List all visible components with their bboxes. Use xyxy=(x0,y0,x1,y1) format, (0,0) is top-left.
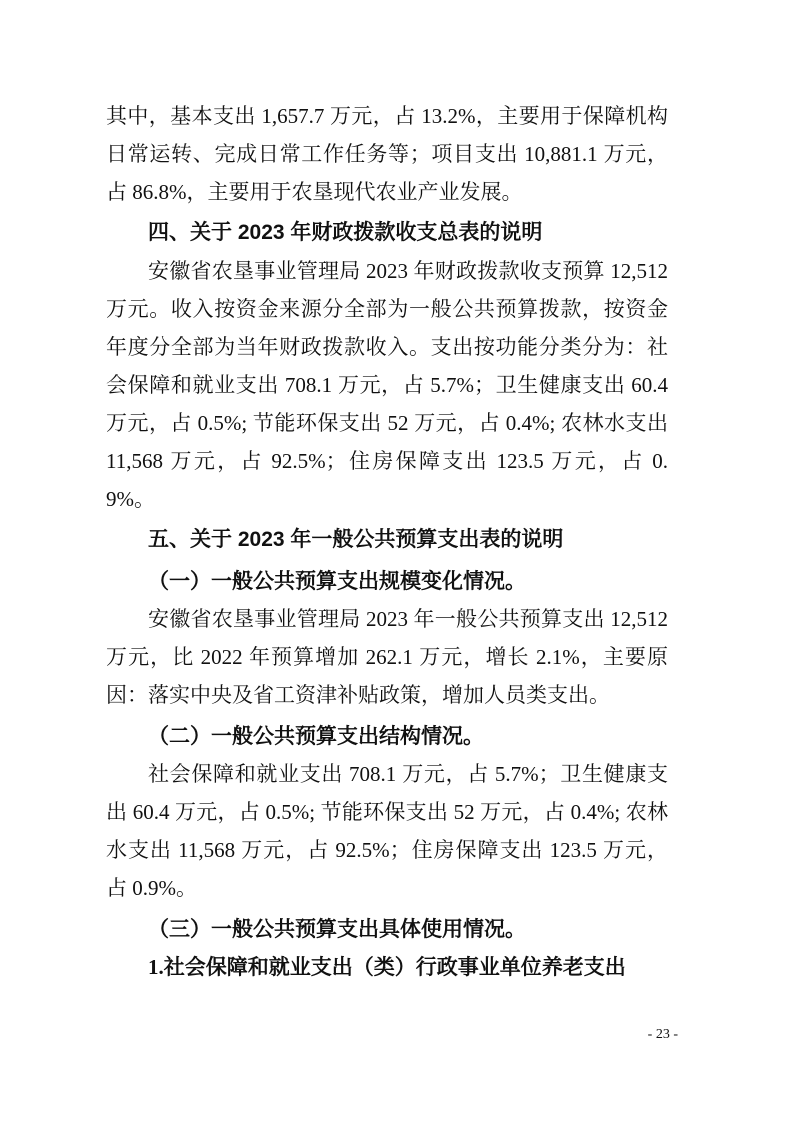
item-heading-1-social-security: 1.社会保障和就业支出（类）行政事业单位养老支出 xyxy=(148,955,626,979)
subheading-5-1: （一）一般公共预算支出规模变化情况。 xyxy=(148,569,526,593)
paragraph-budget-structure: 社会保障和就业支出 708.1 万元，占 5.7%；卫生健康支出 60.4 万元，占 0.5%; 节能环保支出 52 万元，占 0.4%; 农林水支出 11,568 万元，占 92.5%；住房保障支出 123.5 万元，占 0.9%。 xyxy=(106,762,668,900)
document-body xyxy=(106,97,668,986)
page-number: - 23 - xyxy=(647,1027,678,1042)
paragraph-budget-scale-change: 安徽省农垦事业管理局 2023 年一般公共预算支出 12,512 万元，比 2022 年预算增加 262.1 万元，增长 2.1%，主要原因：落实中央及省工资津补贴政策，增加人员类支出。 xyxy=(106,607,668,707)
subheading-5-2: （二）一般公共预算支出结构情况。 xyxy=(148,724,484,748)
subheading-5-3: （三）一般公共预算支出具体使用情况。 xyxy=(148,917,526,941)
section-heading-5: 五、关于 2023 年一般公共预算支出表的说明 xyxy=(148,528,564,551)
paragraph-basic-and-project-expenditure: 其中，基本支出 1,657.7 万元，占 13.2%，主要用于保障机构日常运转、完成日常工作任务等；项目支出 10,881.1 万元，占 86.8%，主要用于农垦现代农业产业发展。 xyxy=(106,104,668,204)
section-heading-4: 四、关于 2023 年财政拨款收支总表的说明 xyxy=(148,221,543,244)
paragraph-fiscal-appropriation-summary: 安徽省农垦事业管理局 2023 年财政拨款收支预算 12,512 万元。收入按资金来源分全部为一般公共预算拨款，按资金年度分全部为当年财政拨款收入。支出按功能分类分为：社会保障和就业支出 708.1 万元，占 5.7%；卫生健康支出 60.4 万元，占 0.5%; 节能环保支出 52 万元，占 0.4%; 农林水支出 11,568 万元，占 92.5%；住房保障支出 123.5 万元，占 0.9%。 xyxy=(106,259,668,511)
